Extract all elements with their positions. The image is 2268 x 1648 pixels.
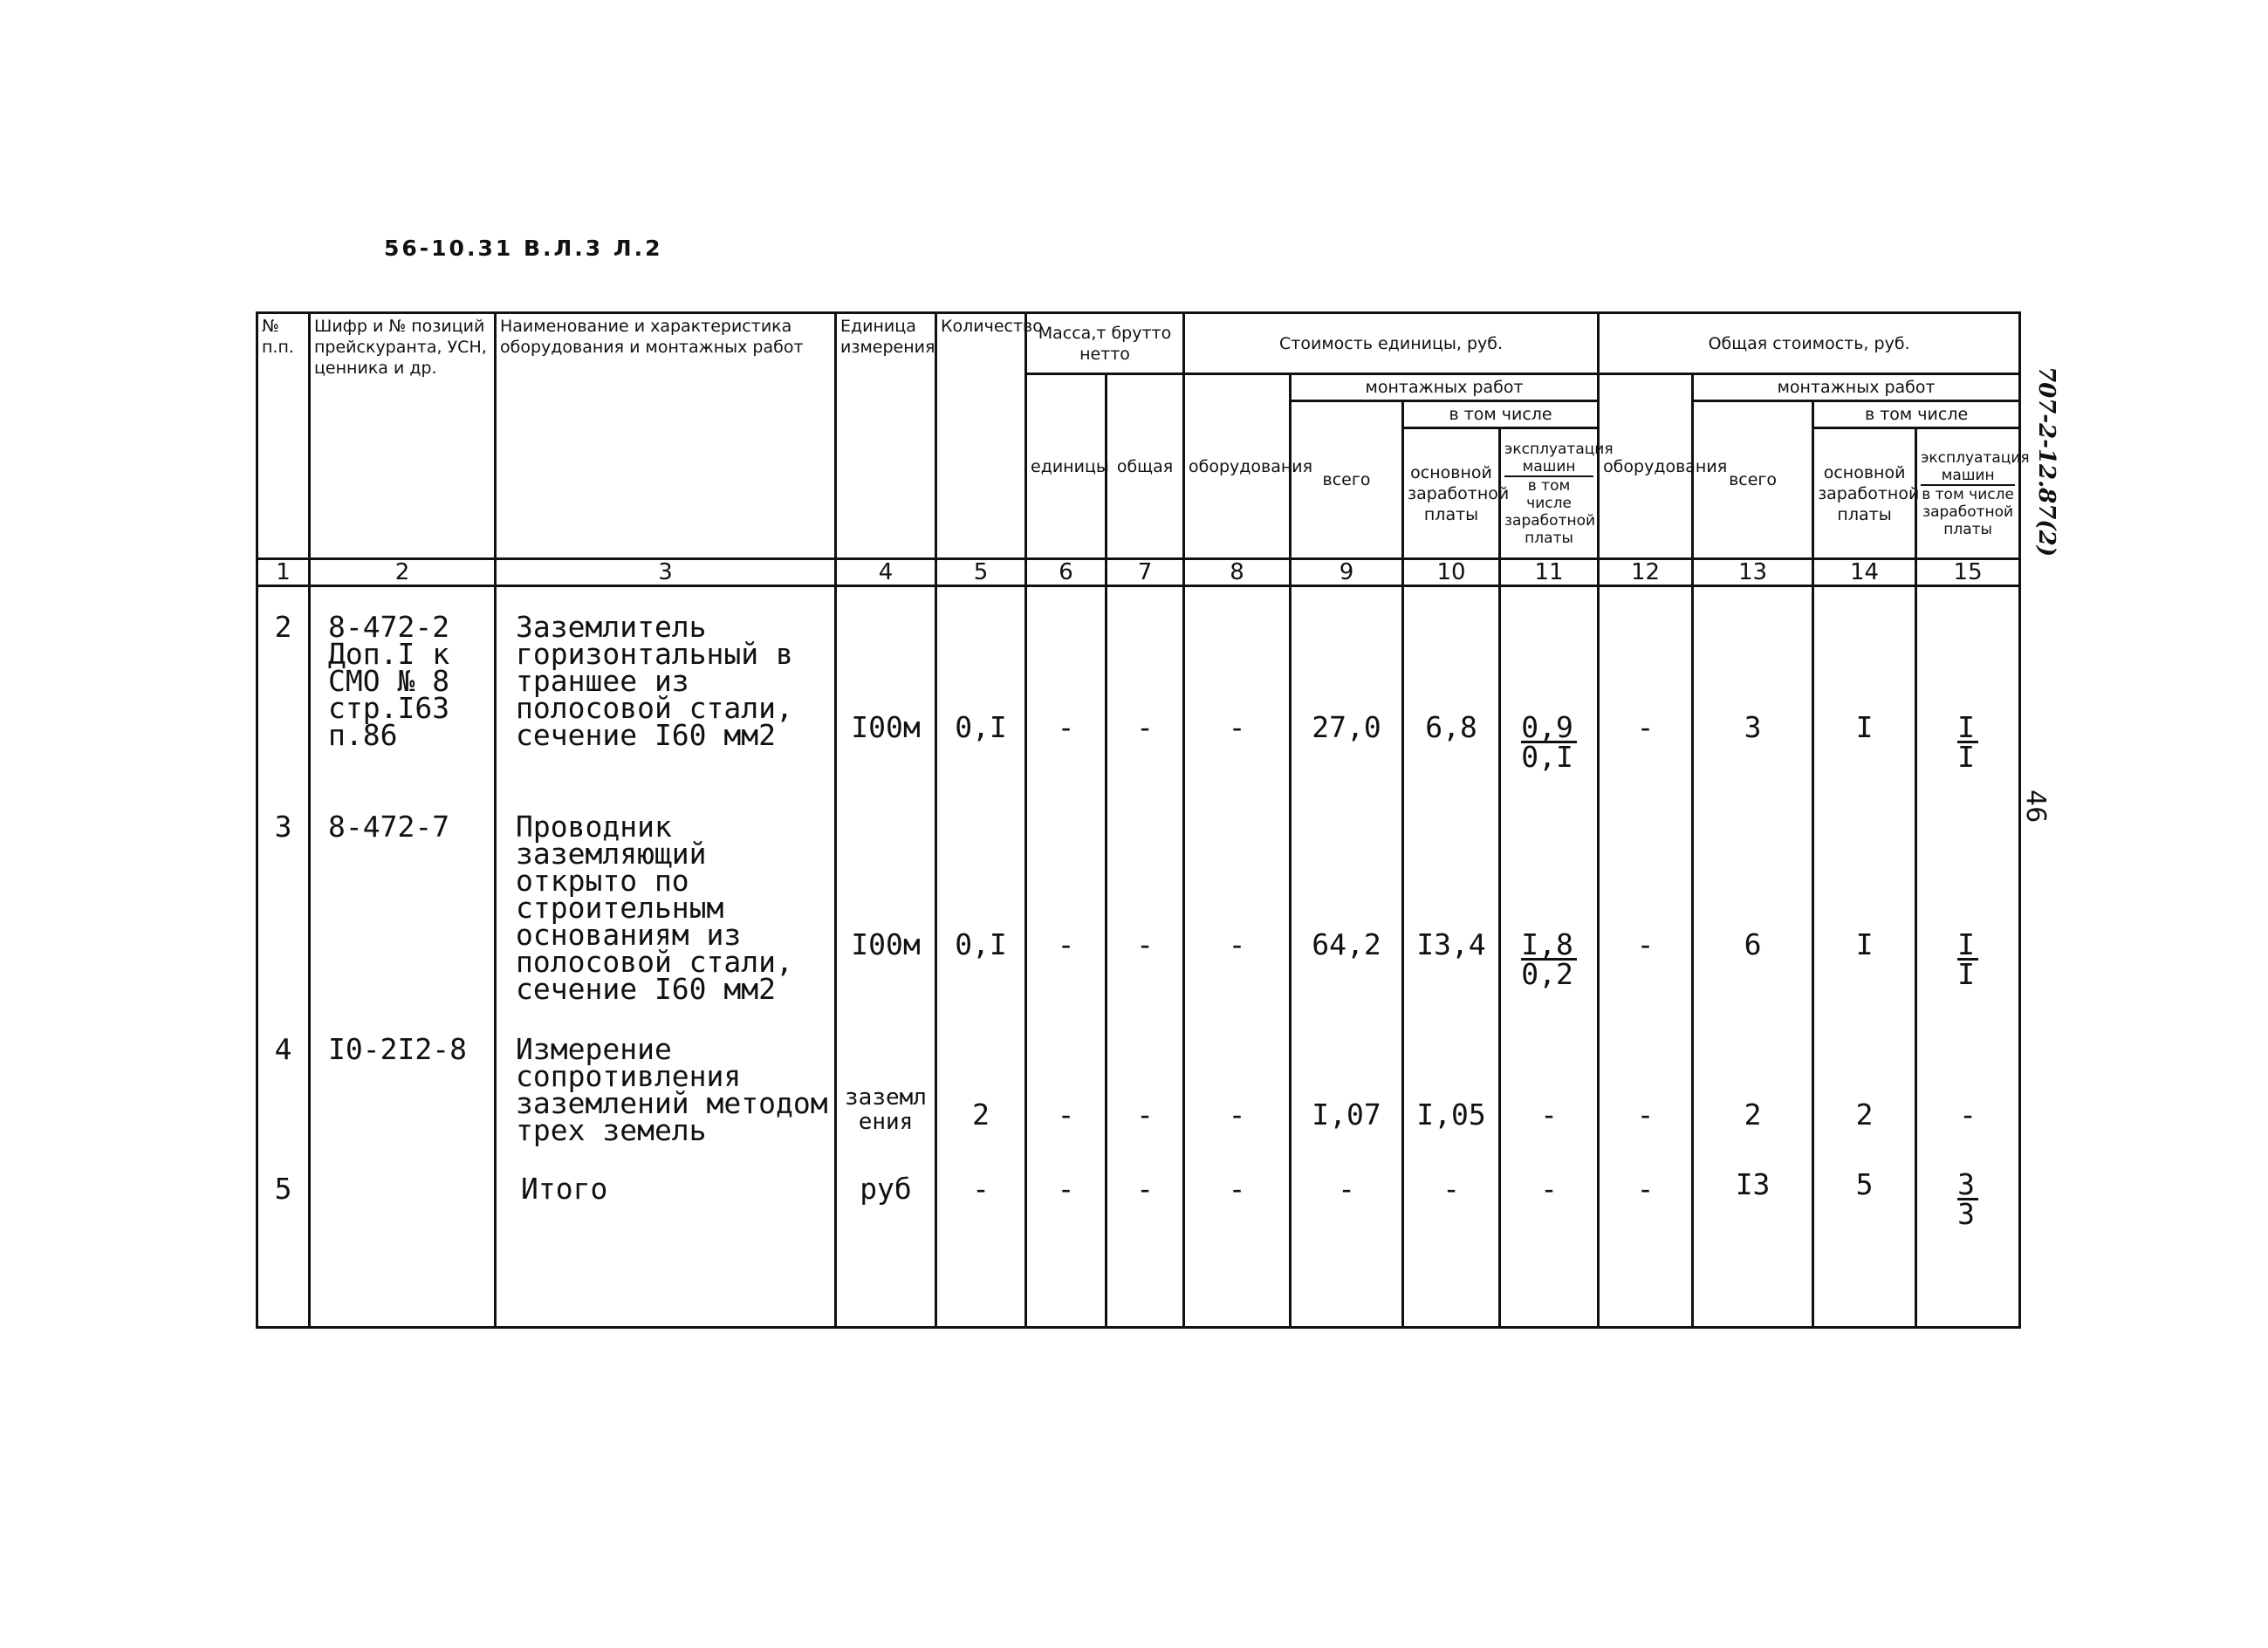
row-machines	[1500, 586, 1599, 809]
row-mass-total: -	[1107, 1031, 1184, 1162]
header-total-mounting-all: всего	[1693, 401, 1813, 559]
row-equipment: -	[1184, 1162, 1291, 1328]
table-row	[257, 1162, 2020, 1328]
table-row	[257, 586, 2020, 809]
header-mounting: монтажных работ	[1291, 374, 1599, 401]
header-total-cost: Общая стоимость, руб.	[1599, 313, 2020, 374]
row-total-machines-bottom: I	[1957, 740, 1976, 774]
row-qty: 0,I	[936, 586, 1026, 809]
row-salary: I3,4	[1403, 809, 1500, 1031]
document-code: 56-10.31 В.Л.3 Л.2	[384, 236, 663, 261]
header-mounting-all: всего	[1291, 401, 1403, 559]
row-total-all: 6	[1693, 809, 1813, 1031]
header-including: в том числе	[1403, 401, 1599, 428]
col-number: 3	[496, 559, 836, 586]
header-machines	[1500, 428, 1614, 559]
row-num: 3	[257, 809, 310, 1031]
row-total-all: I3	[1693, 1162, 1813, 1328]
row-machines-top: I,8	[1521, 931, 1577, 961]
row-mass-total: -	[1107, 1162, 1184, 1328]
row-mass-unit: -	[1026, 586, 1107, 809]
header-equipment: оборудования	[1184, 374, 1291, 559]
header-salary: основной заработной платы	[1403, 428, 1500, 559]
row-total-salary: 5	[1813, 1162, 1916, 1328]
col-number: 1	[257, 559, 310, 586]
header-total-equipment: оборудования	[1599, 374, 1693, 559]
row-unit: I00м	[836, 586, 936, 809]
col-number: 12	[1599, 559, 1693, 586]
header-unit-cost: Стоимость единицы, руб.	[1184, 313, 1599, 374]
col-number: 2	[310, 559, 496, 586]
row-mass-unit: -	[1026, 1162, 1107, 1328]
header-machines-top: эксплуатация машин	[1504, 440, 1614, 475]
row-machines	[1500, 809, 1599, 1031]
row-name: Проводник заземляющий открыто по строительным основаниям из полосовой стали, сечение I60 мм2	[496, 809, 836, 1031]
row-total-all: 2	[1693, 1031, 1813, 1162]
row-code: I0-2I2-8	[310, 1031, 496, 1162]
row-total-machines: -	[1916, 1031, 2020, 1162]
row-mounting-all: 27,0	[1291, 586, 1403, 809]
row-total-equipment: -	[1599, 586, 1693, 809]
row-total-machines-top: I	[1957, 931, 1978, 961]
row-total-machines-bottom: 3	[1957, 1196, 1976, 1231]
row-unit: I00м	[836, 809, 936, 1031]
header-total-machines-bottom: в том числе заработной платы	[1922, 485, 2014, 538]
header-total-mounting: монтажных работ	[1693, 374, 2020, 401]
row-mounting-all: 64,2	[1291, 809, 1403, 1031]
row-total-salary: I	[1813, 809, 1916, 1031]
row-name: Измерение сопротивления заземлений методом трех земель	[496, 1031, 836, 1162]
row-mass-unit: -	[1026, 1031, 1107, 1162]
col-number: 10	[1403, 559, 1500, 586]
header-total-salary: основной заработной платы	[1813, 428, 1916, 559]
row-total-all: 3	[1693, 586, 1813, 809]
col-number: 11	[1500, 559, 1599, 586]
col-number: 9	[1291, 559, 1403, 586]
row-total-machines	[1916, 1162, 2020, 1328]
side-code: 707-2-12.87(2)	[2033, 366, 2059, 557]
row-unit: руб	[836, 1162, 936, 1328]
col-number: 4	[836, 559, 936, 586]
row-total-salary: I	[1813, 586, 1916, 809]
row-equipment: -	[1184, 809, 1291, 1031]
header-code: Шифр и № позиций прейскуранта, УСН, ценника и др.	[310, 313, 496, 559]
col-number: 14	[1813, 559, 1916, 586]
row-total-equipment: -	[1599, 1031, 1693, 1162]
row-total-machines-top: I	[1957, 714, 1978, 743]
row-mass-unit: -	[1026, 809, 1107, 1031]
header-qty: Количество	[936, 313, 1026, 559]
row-mounting-all: I,07	[1291, 1031, 1403, 1162]
row-mounting-all: -	[1291, 1162, 1403, 1328]
header-machines-bottom: в том числе заработной платы	[1504, 476, 1596, 547]
header-mass: Масса,т брутто нетто	[1026, 313, 1184, 374]
header-mass-unit: единицы	[1026, 374, 1107, 559]
row-equipment: -	[1184, 1031, 1291, 1162]
row-code: 8-472-2 Доп.I к СМО № 8 стр.I63 п.86	[310, 586, 496, 809]
row-salary: I,05	[1403, 1031, 1500, 1162]
col-number: 5	[936, 559, 1026, 586]
header-total-including: в том числе	[1813, 401, 2020, 428]
row-mass-total: -	[1107, 809, 1184, 1031]
col-number: 15	[1916, 559, 2020, 586]
row-unit: заземления	[836, 1031, 936, 1162]
header-mass-total: общая	[1107, 374, 1184, 559]
row-total-machines-top: 3	[1957, 1171, 1978, 1200]
row-machines-top: 0,9	[1521, 714, 1577, 743]
row-total-equipment: -	[1599, 1162, 1693, 1328]
row-code	[310, 1162, 496, 1328]
row-total-machines	[1916, 809, 2020, 1031]
row-qty: -	[936, 1162, 1026, 1328]
header-num: № п.п.	[257, 313, 310, 559]
row-name: Заземлитель горизонтальный в траншее из полосовой стали, сечение I60 мм2	[496, 586, 836, 809]
row-mass-total: -	[1107, 586, 1184, 809]
row-machines: -	[1500, 1162, 1599, 1328]
header-total-machines	[1916, 428, 2030, 559]
row-total-salary: 2	[1813, 1031, 1916, 1162]
header-total-machines-top: эксплуатация машин	[1921, 448, 2030, 484]
row-qty: 0,I	[936, 809, 1026, 1031]
row-machines-bottom: 0,2	[1521, 956, 1573, 991]
row-qty: 2	[936, 1031, 1026, 1162]
col-number: 8	[1184, 559, 1291, 586]
page-number: 46	[2020, 790, 2051, 824]
row-equipment: -	[1184, 586, 1291, 809]
row-total-machines-bottom: I	[1957, 956, 1976, 991]
col-number: 6	[1026, 559, 1107, 586]
row-num: 4	[257, 1031, 310, 1162]
table-row	[257, 1031, 2020, 1162]
row-name: Итого	[496, 1162, 836, 1328]
row-num: 5	[257, 1162, 310, 1328]
row-machines-bottom: 0,I	[1521, 740, 1573, 774]
row-machines: -	[1500, 1031, 1599, 1162]
estimate-table	[256, 311, 2030, 1329]
header-unit: Единица измерения	[836, 313, 936, 559]
row-code: 8-472-7	[310, 809, 496, 1031]
row-total-machines	[1916, 586, 2020, 809]
row-num: 2	[257, 586, 310, 809]
row-salary: 6,8	[1403, 586, 1500, 809]
row-salary: -	[1403, 1162, 1500, 1328]
col-number: 7	[1107, 559, 1184, 586]
header-name: Наименование и характеристика оборудования и монтажных работ	[496, 313, 836, 559]
col-number: 13	[1693, 559, 1813, 586]
row-total-equipment: -	[1599, 809, 1693, 1031]
table-row	[257, 809, 2020, 1031]
